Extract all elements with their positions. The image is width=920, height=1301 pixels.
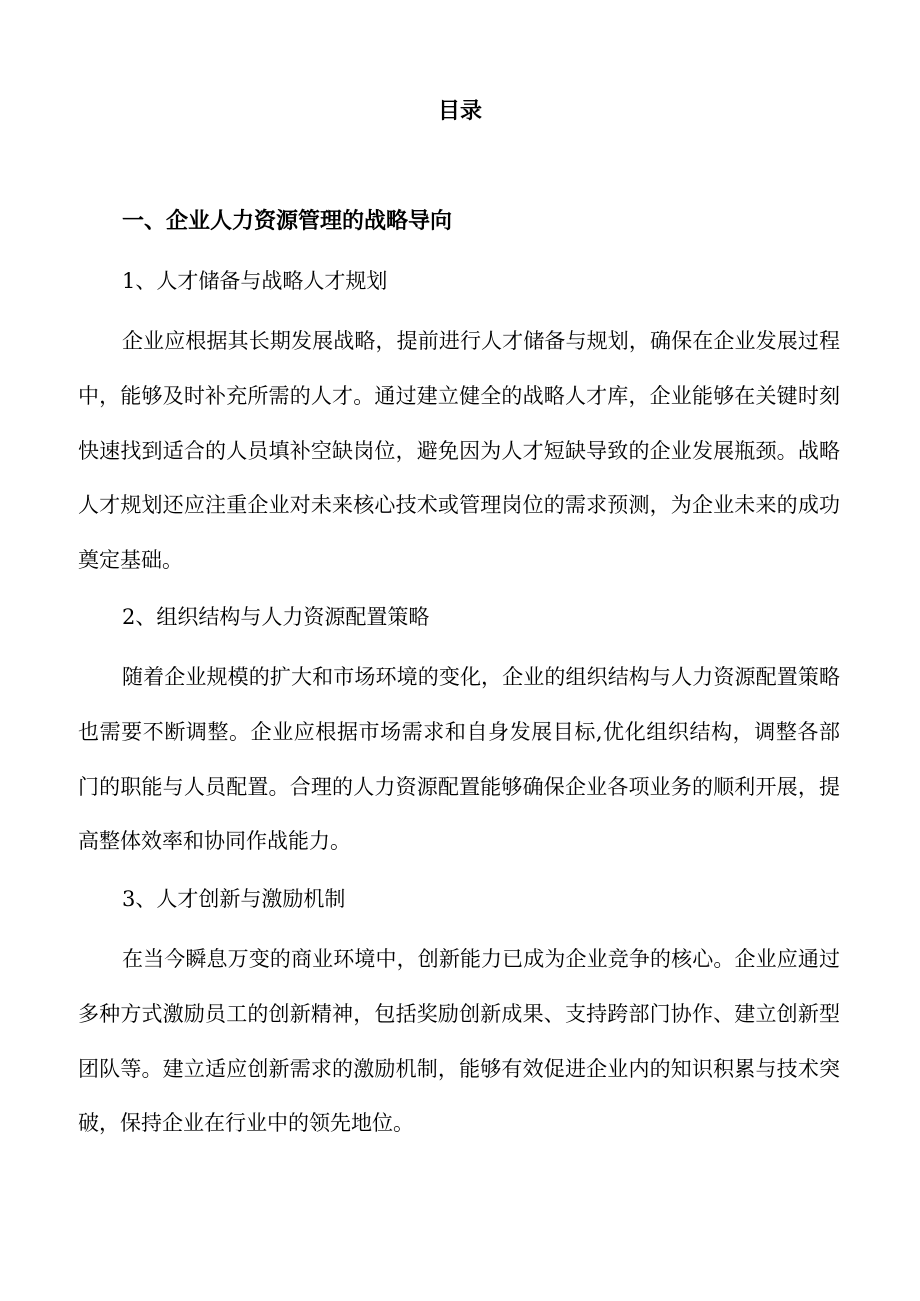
subsection-heading-2: 2、组织结构与人力资源配置策略: [122, 605, 430, 629]
subsection-paragraph-2: 随着企业规模的扩大和市场环境的变化，企业的组织结构与人力资源配置策略也需要不断调整。企业应根据市场需求和自身发展目标,优化组织结构，调整各部门的职能与人员配置。合理的人力资源配置能够确保企业各项业务的顺利开展，提高整体效率和协同作战能力。: [78, 665, 840, 854]
subsection-paragraph-3: 在当今瞬息万变的商业环境中，创新能力已成为企业竞争的核心。企业应通过多种方式激励员工的创新精神，包括奖励创新成果、支持跨部门协作、建立创新型团队等。建立适应创新需求的激励机制，能够有效促进企业内的知识积累与技术突破，保持企业在行业中的领先地位。: [78, 947, 840, 1136]
toc-title: 目录: [437, 98, 482, 124]
section-heading: 一、企业人力资源管理的战略导向: [122, 208, 453, 234]
subsection-heading-1: 1、人才储备与战略人才规划: [122, 269, 388, 293]
subsection-heading-3: 3、人才创新与激励机制: [122, 887, 346, 911]
subsection-paragraph-1: 企业应根据其长期发展战略，提前进行人才储备与规划，确保在企业发展过程中，能够及时补充所需的人才。通过建立健全的战略人才库，企业能够在关键时刻快速找到适合的人员填补空缺岗位，避免因为人才短缺导致的企业发展瓶颈。战略人才规划还应注重企业对未来核心技术或管理岗位的需求预测，为企业未来的成功奠定基础。: [78, 329, 840, 573]
